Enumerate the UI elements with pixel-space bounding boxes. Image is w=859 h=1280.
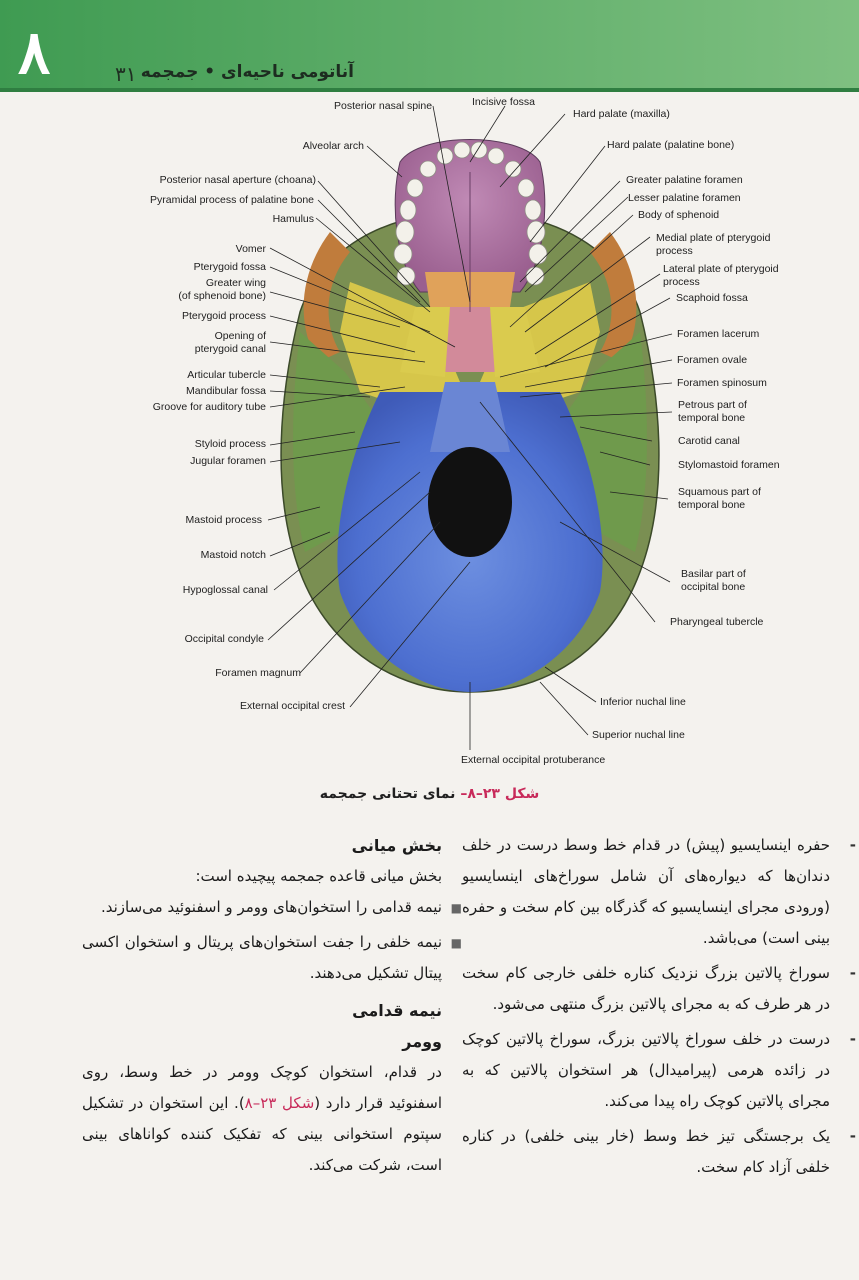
figure-caption-text: نمای تحتانی جمجمه (319, 786, 461, 802)
figure-reference-link[interactable]: شکل ۲۳–۸ (244, 1094, 315, 1112)
vomer-text-start: در قدام، استخوان کوچک وومر در خط وسط، روی اسفنوئید قرار دارد ( (82, 1063, 442, 1112)
label-squamous-part-2: temporal bone (678, 499, 746, 511)
vomer-paragraph (82, 1057, 442, 1181)
label-jugular-foramen: Jugular foramen (190, 455, 266, 467)
list-item (462, 1024, 856, 1117)
list-item (462, 830, 856, 954)
item-incisive-fossa: حفره اینسایسیو (پیش) در قدام خط وسط درست در خلف دندان‌ها که دیواره‌های آن شامل سوراخ‌های اینسایسیو (ورودی مجرای اینسایسیو که گذرگاه بین کام سخت و حفره بینی است) می‌باشد. (462, 836, 830, 947)
label-foramen-spinosum: Foramen spinosum (677, 377, 767, 389)
label-greater-wing-2: (of sphenoid bone) (178, 290, 266, 302)
bullet-anterior-half: نیمه قدامی را استخوان‌های وومر و اسفنوئید می‌سازند. (100, 898, 442, 916)
label-articular-tubercle: Articular tubercle (187, 369, 266, 381)
label-hard-palate-palatine: Hard palate (palatine bone) (607, 139, 735, 151)
label-lateral-plate: Lateral plate of pterygoid (663, 263, 779, 275)
label-mastoid-process: Mastoid process (185, 514, 262, 526)
label-hard-palate-maxilla: Hard palate (maxilla) (573, 108, 670, 120)
label-hypoglossal-canal: Hypoglossal canal (182, 584, 268, 596)
label-medial-plate: Medial plate of pterygoid (656, 232, 771, 244)
list-item (462, 958, 856, 1020)
label-pyramidal-process: Pyramidal process of palatine bone (149, 194, 314, 206)
label-body-of-sphenoid: Body of sphenoid (638, 209, 720, 221)
label-basilar-part-2: occipital bone (681, 581, 746, 593)
label-stylomastoid-foramen: Stylomastoid foramen (678, 459, 780, 471)
label-carotid-canal: Carotid canal (678, 435, 740, 447)
label-posterior-nasal-spine: Posterior nasal spine (334, 100, 433, 112)
label-mandibular-fossa: Mandibular fossa (186, 385, 266, 397)
bullet-posterior-half: نیمه خلفی را جفت استخوان‌های پریتال و استخوان اکسی پیتال تشکیل می‌دهند. (82, 933, 442, 982)
vomer-text-end: ). این استخوان در تشکیل سپتوم استخوانی بینی که تفکیک کننده کوانا‌های بینی است، شرکت می‌کند. (82, 1094, 442, 1174)
left-text-column (82, 830, 462, 1181)
label-opening-of-2: pterygoid canal (194, 343, 266, 355)
square-bullet-icon: ■ (450, 901, 462, 915)
label-scaphoid-fossa: Scaphoid fossa (676, 292, 748, 304)
heading-anterior-half: نیمه قدامی (352, 1001, 442, 1020)
dash-bullet: - (849, 1127, 856, 1145)
label-alveolar-arch: Alveolar arch (302, 140, 364, 152)
figure-caption (0, 786, 859, 802)
intro-text: بخش میانی قاعده جمجمه پیچیده است: (195, 867, 442, 885)
label-squamous-part: Squamous part of (678, 486, 761, 498)
label-vomer: Vomer (235, 243, 266, 255)
dash-bullet: - (849, 1030, 856, 1048)
label-occipital-condyle: Occipital condyle (184, 633, 264, 645)
label-inferior-nuchal-line: Inferior nuchal line (600, 696, 686, 708)
label-hamulus: Hamulus (272, 213, 314, 225)
label-foramen-ovale: Foramen ovale (677, 354, 748, 366)
item-greater-palatine: سوراخ پالاتین بزرگ نزدیک کناره خلفی خارجی کام سخت در هر طرف که به مجرای پالاتین بزرگ منتهی می‌شود. (462, 964, 830, 1013)
list-item (462, 1121, 856, 1183)
item-lesser-palatine: درست در خلف سوراخ پالاتین بزرگ، سوراخ پالاتین کوچک در زائده هرمی (پیرامیدال) هر استخوان پالاتین که به مجرای پالاتین کوچک راه پیدا می‌کند. (462, 1030, 830, 1110)
label-petrous-part-2: temporal bone (678, 412, 746, 424)
label-basilar-part: Basilar part of (681, 568, 746, 580)
page-number: ۳۱ (115, 62, 137, 86)
label-lateral-plate-2: process (663, 276, 700, 288)
label-pharyngeal-tubercle: Pharyngeal tubercle (670, 616, 764, 628)
label-external-occipital-protuberance: External occipital protuberance (461, 754, 606, 766)
list-item (82, 892, 462, 923)
figure-caption-ref: شکل ۲۳–۸– (460, 786, 540, 802)
label-incisive-fossa: Incisive fossa (472, 96, 536, 108)
label-medial-plate-2: process (656, 245, 693, 257)
label-pterygoid-process: Pterygoid process (181, 310, 266, 322)
heading-vomer: وومر (402, 1032, 442, 1051)
right-text-column (462, 830, 856, 1187)
label-posterior-nasal-aperture: Posterior nasal aperture (choana) (159, 174, 316, 186)
label-mastoid-notch: Mastoid notch (200, 549, 266, 561)
label-lesser-palatine-foramen: Lesser palatine foramen (628, 192, 741, 204)
label-opening-of: Opening of (214, 330, 266, 342)
heading-middle-part: بخش میانی (351, 836, 442, 855)
label-groove-auditory-tube: Groove for auditory tube (152, 401, 266, 413)
list-item (82, 927, 462, 989)
chapter-number: ۸ (18, 18, 51, 88)
chapter-header (0, 0, 859, 90)
label-foramen-magnum: Foramen magnum (215, 667, 301, 679)
chapter-title: آناتومی ناحیه‌ای • جمجمه (140, 62, 354, 82)
skull-inferior-view-figure (0, 92, 859, 782)
square-bullet-icon: ■ (450, 936, 462, 950)
label-petrous-part: Petrous part of (678, 399, 747, 411)
dash-bullet: - (849, 964, 856, 982)
label-pterygoid-fossa: Pterygoid fossa (193, 261, 266, 273)
dash-bullet: - (849, 836, 856, 854)
label-superior-nuchal-line: Superior nuchal line (592, 729, 685, 741)
label-external-occipital-crest: External occipital crest (239, 700, 345, 712)
label-greater-palatine-foramen: Greater palatine foramen (626, 174, 743, 186)
label-greater-wing: Greater wing (205, 277, 266, 289)
label-styloid-process: Styloid process (194, 438, 266, 450)
label-foramen-lacerum: Foramen lacerum (677, 328, 760, 340)
item-nasal-spine: یک برجستگی تیز خط وسط (خار بینی خلفی) در کناره خلفی آزاد کام سخت. (462, 1127, 830, 1176)
